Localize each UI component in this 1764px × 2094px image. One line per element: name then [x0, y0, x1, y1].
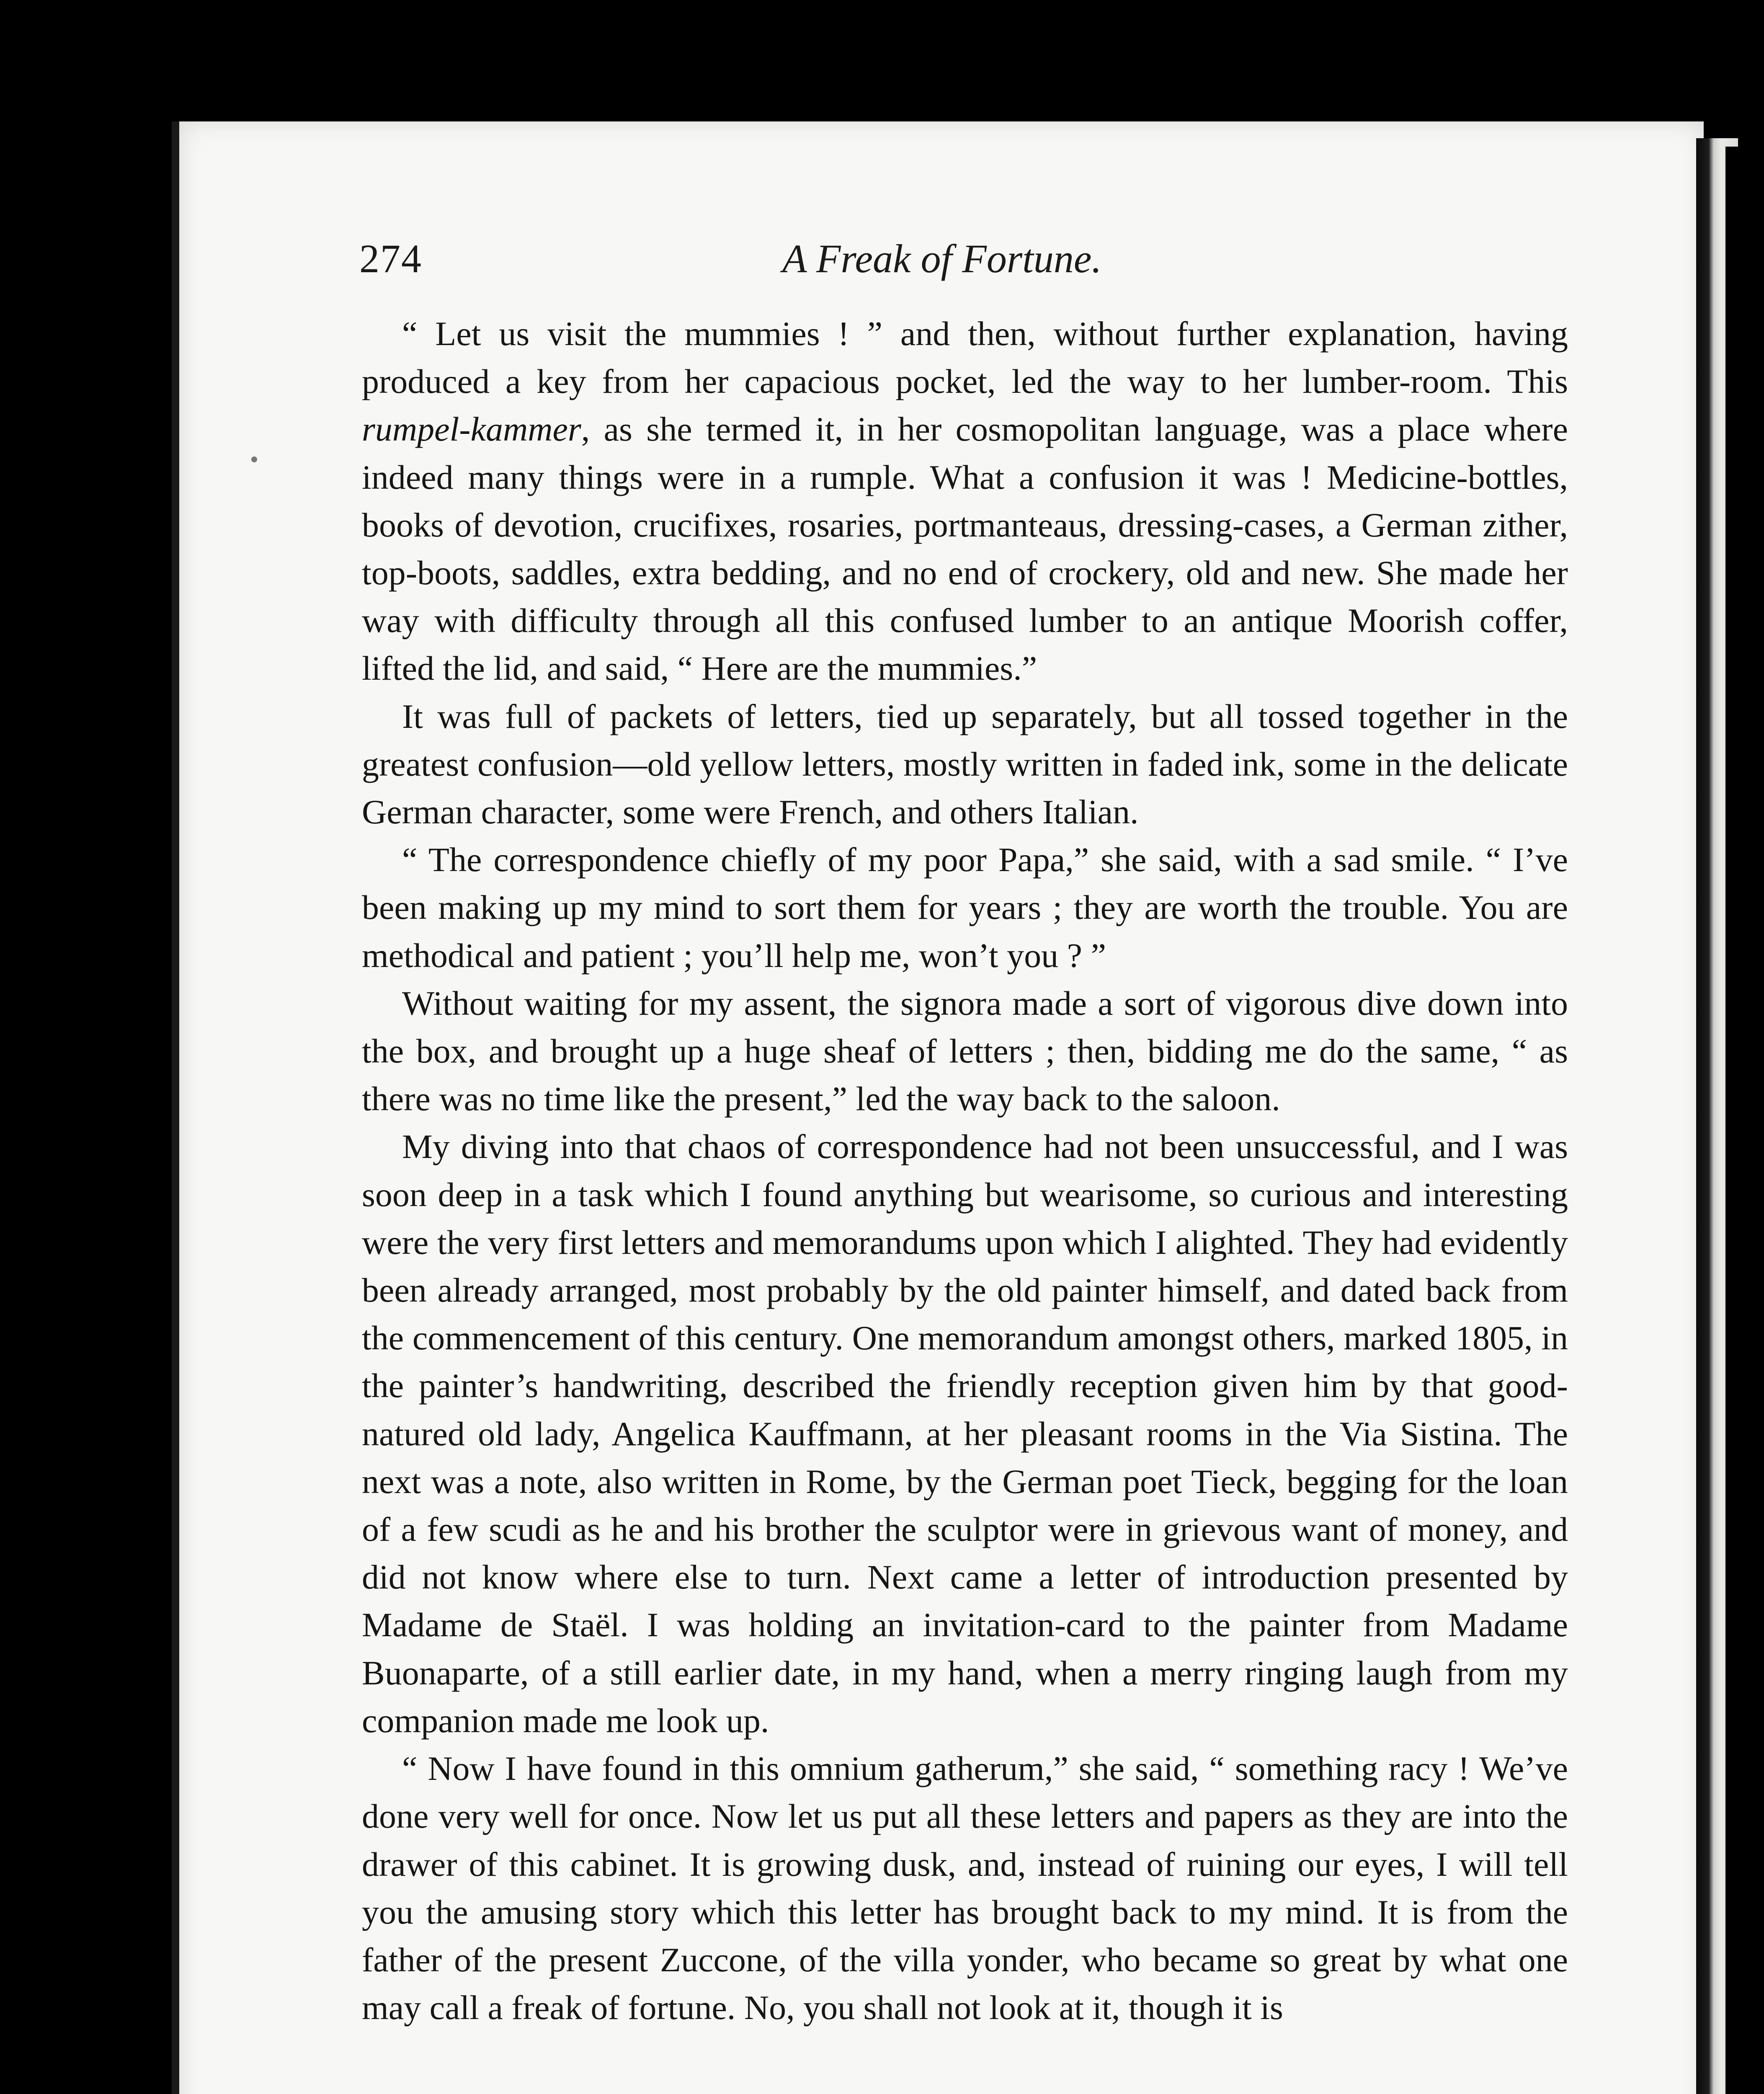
scan-border [1725, 147, 1764, 2094]
page-speck [251, 456, 257, 462]
italic-term: rumpel-kammer [362, 410, 581, 449]
page-number: 274 [359, 236, 422, 281]
paragraph: My diving into that chaos of correspondence had not been unsuccessful, and I was soon deep in a task which I found anything but wearisome, so curious and interesting were the very first letters and memorandums upon which I alighted. They had evidently been already arranged, most probably by the old painter himself, and dated back from the commencement of this century. One memorandum amongst others, marked 1805, in the painter’s handwriting, described the friendly reception given him by that good-natured old lady, Angelica Kauffmann, at her pleasant rooms in the Via Sistina. The next was a note, also written in Rome, by the German poet Tieck, begging for the loan of a few scudi as he and his brother the sculptor were in grievous want of money, and did not know where else to turn. Next came a letter of introduction presented by Madame de Staël. I was holding an invitation-card to the painter from Madame Buonaparte, of a still earlier date, in my hand, when a merry ringing laugh from my companion made me look up. [362, 1127, 1568, 1740]
paragraph: Without waiting for my assent, the signora made a sort of vigorous dive down into the box, and brought up a huge sheaf of letters ; then, bidding me do the same, “ as there was no time like the present,” led the way back to the saloon. [362, 984, 1568, 1118]
paragraph-text: “ Let us visit the mummies ! ” and then, without further explanation, having produced a key from her capacious pocket, led the way to her lumber-room. This [362, 315, 1568, 401]
running-title: A Freak of Fortune. [782, 236, 1102, 281]
running-head [359, 230, 1180, 288]
body-text [362, 310, 1568, 2032]
paragraph: It was full of packets of letters, tied up separately, but all tossed together in the greatest confusion—old yellow letters, mostly written in faded ink, some in the delicate German character, some were French, and others Italian. [362, 697, 1568, 831]
paragraph [362, 310, 1568, 693]
paragraph-text: , as she termed it, in her cosmopolitan language, was a place where indeed many things were in a rumple. What a confusion it was ! Medicine-bottles, books of devotion, crucifixes, rosaries, portmanteaus, dressing-cases, a German zither, top-boots, saddles, extra bedding, and no end of crockery, old and new. She made her way with difficulty through all this confused lumber to an antique Moorish coffer, lifted the lid, and said, “ Here are the mummies.” [362, 410, 1568, 688]
paragraph: “ Now I have found in this omnium gatherum,” she said, “ something racy ! We’ve done very well for once. Now let us put all these letters and papers as they are into the drawer of this cabinet. It is growing dusk, and, instead of ruining our eyes, I will tell you the amusing story which this letter has brought back to my mind. It is from the father of the present Zuccone, of the villa yonder, who became so great by what one may call a freak of fortune. No, you shall not look at it, though it is [362, 1749, 1568, 2027]
paragraph: “ The correspondence chiefly of my poor Papa,” she said, with a sad smile. “ I’ve been making up my mind to sort them for years ; they are worth the trouble. You are methodical and patient ; you’ll help me, won’t you ? ” [362, 841, 1568, 975]
